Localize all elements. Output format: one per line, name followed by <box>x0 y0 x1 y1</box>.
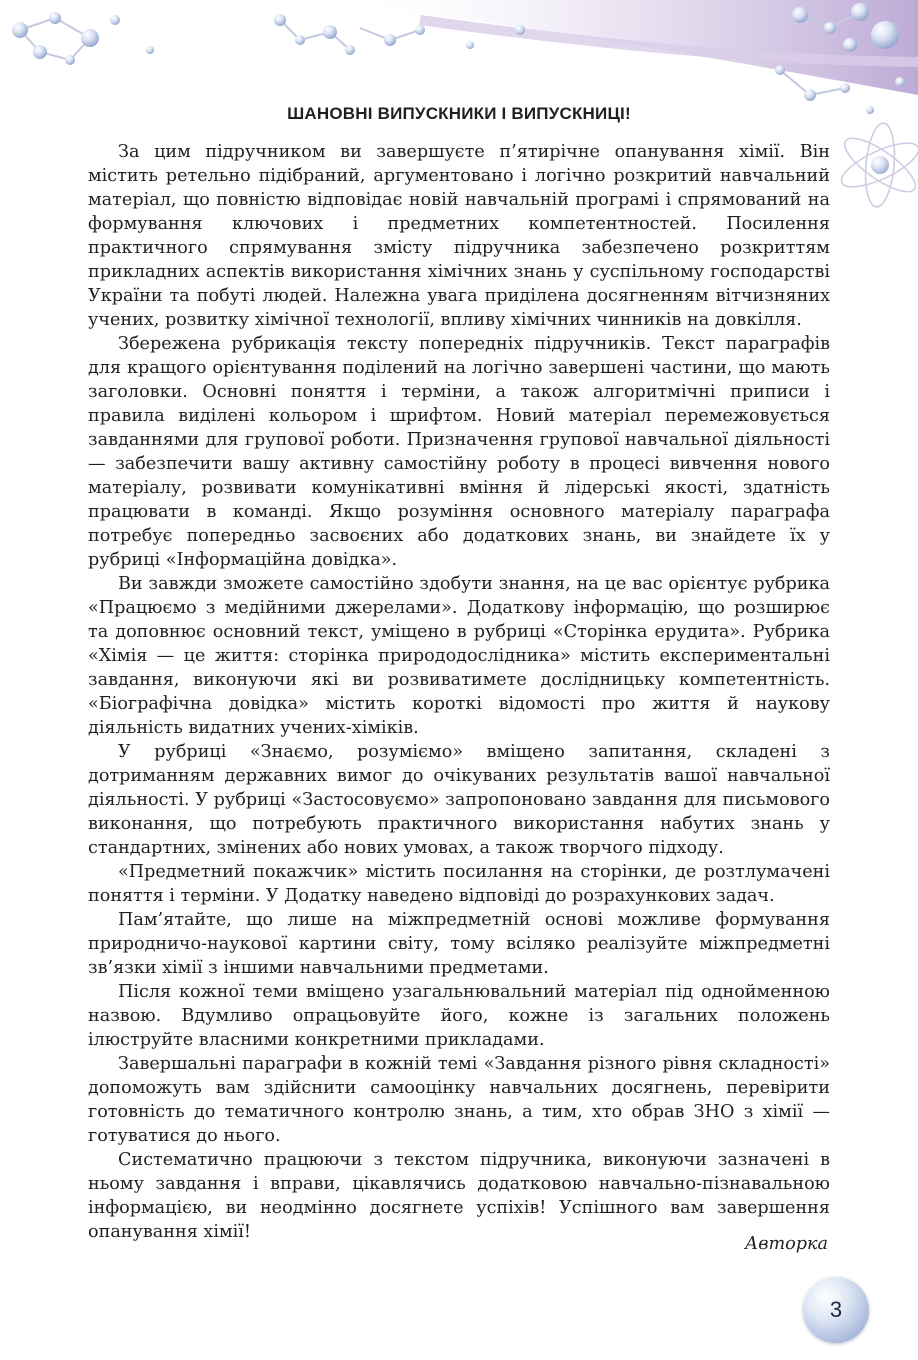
page-number: 3 <box>829 1297 843 1322</box>
paragraph: Збережена рубрикація тексту попередніх підручників. Текст параграфів для кращого орієнтування поділений на логічно завершені частини, що мають заголовки. Основні поняття і терміни, а також алгоритмічні приписи і правила виділені кольором і шрифтом. Новий матеріал перемежовується завданнями для групової роботи. Призначення групової навчальної діяльності — забезпечити вашу активну самостійну роботу в процесі вивчення нового матеріалу, розвивати комунікативні вміння й лідерські якості, здатність працювати в команді. Якщо розуміння основного матеріалу параграфа потребує попередньо засвоєних або додаткових знань, ви знайдете їх у рубриці «Інформаційна довідка». <box>88 334 830 570</box>
body-text <box>88 140 830 1244</box>
paragraph: Після кожної теми вміщено узагальнювальний матеріал під однойменною назвою. Вдумливо опрацьовуйте його, кожне із загальних положень ілюструйте власними конкретними прикладами. <box>88 982 830 1050</box>
page-title: ШАНОВНІ ВИПУСКНИКИ І ВИПУСКНИЦІ! <box>287 104 631 123</box>
paragraph: «Предметний покажчик» містить посилання на сторінки, де розтлумачені поняття і терміни. У Додатку наведено відповіді до розрахункових задач. <box>88 862 830 906</box>
paragraph: Завершальні параграфи в кожній темі «Завдання різного рівня складності» допоможуть вам здійснити самооцінку навчальних досягнень, перевірити готовність до тематичного контролю знань, а тим, хто обрав ЗНО з хімії — готуватися до нього. <box>88 1054 830 1146</box>
paragraph: Систематично працюючи з текстом підручника, виконуючи зазначені в ньому завдання і вправи, цікавлячись додатковою навчально-пізнавальною інформацією, ви неодмінно досягнете успіхів! Успішного вам завершення опанування хімії! <box>88 1150 830 1242</box>
paragraph: За цим підручником ви завершуєте п’ятирічне опанування хімії. Він містить ретельно підібраний, аргументовано і логічно розкритий навчальний матеріал, що повністю відповідає новій навчальній програмі і спрямований на формування ключових і предметних компетентностей. Посилення практичного спрямування змісту підручника забезпечено розкриттям прикладних аспектів використання хімічних знань у суспільному господарстві України та побуті людей. Належна увага приділена досягненням вітчизняних учених, розвитку хімічної технології, впливу хімічних чинників на довкілля. <box>88 142 830 330</box>
paragraph: Пам’ятайте, що лише на міжпредметній основі можливе формування природничо-наукової картини світу, тому всіляко реалізуйте міжпредметні зв’язки хімії з іншими навчальними предметами. <box>88 910 830 978</box>
paragraph: У рубриці «Знаємо, розуміємо» вміщено запитання, складені з дотриманням державних вимог до очікуваних результатів вашої навчальної діяльності. У рубриці «Застосовуємо» запропоновано завдання для письмового виконання, що потребують практичного використання набутих знань у стандартних, змінених або нових умовах, а також творчого підходу. <box>88 742 830 858</box>
author-signature: Авторка <box>744 1234 828 1254</box>
atom-icon <box>836 122 918 208</box>
paragraph: Ви завжди зможете самостійно здобути знання, на це вас орієнтує рубрика «Працюємо з медійними джерелами». Додаткову інформацію, що розширює та доповнює основний текст, уміщено в рубриці «Сторінка ерудита». Рубрика «Хімія — це життя: сторінка природодослідника» містить експериментальні завдання, виконуючи які ви розвиватимете дослідницьку компетентність. «Біографічна довідка» містить короткі відомості про життя й наукову діяльність видатних учених-хіміків. <box>88 574 830 738</box>
page-number-bubble <box>803 1277 869 1343</box>
